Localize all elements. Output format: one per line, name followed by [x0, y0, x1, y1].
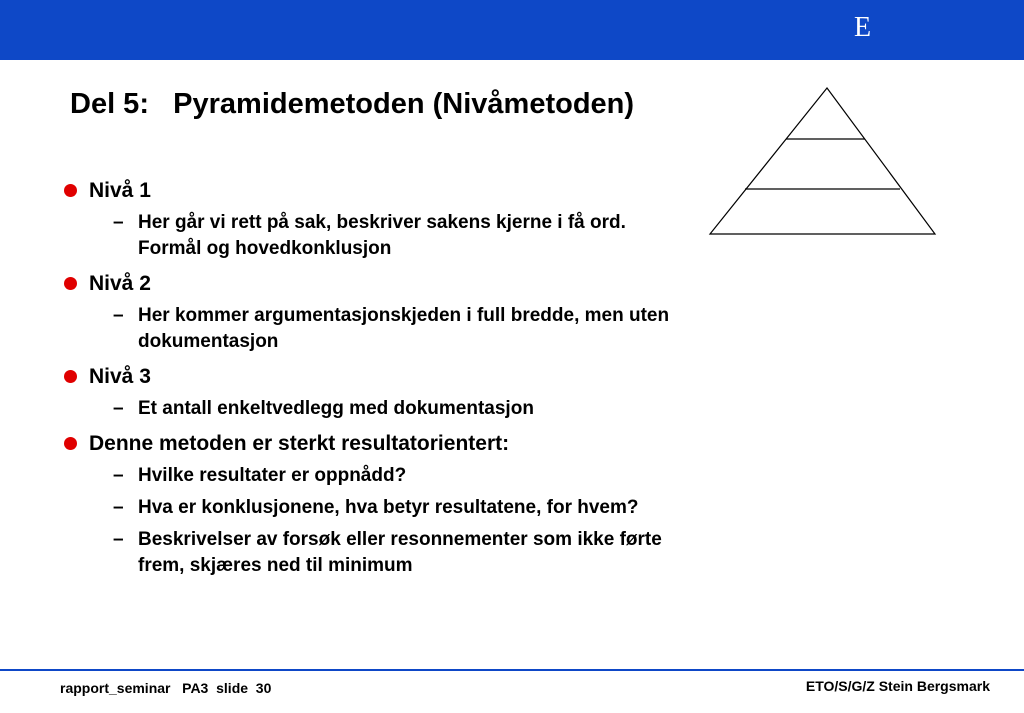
sub-bullet-text: Hva er konklusjonene, hva betyr resultatene, for hvem?	[138, 497, 639, 518]
header-bar	[0, 0, 1024, 60]
dash-icon: –	[113, 305, 124, 326]
dash-icon: –	[113, 465, 124, 486]
bullet-item	[60, 177, 700, 204]
bullet-item	[60, 430, 700, 457]
dash-icon: –	[113, 497, 124, 518]
sub-bullet-item	[60, 527, 678, 579]
sub-bullet-item	[60, 396, 678, 422]
sub-bullet-text: Her kommer argumentasjonskjeden i full bredde, men uten dokumentasjon	[138, 305, 670, 352]
bullet-text: Denne metoden er sterkt resultatorientert:	[89, 432, 510, 455]
bullet-item	[60, 363, 700, 390]
sub-bullet-text: Beskrivelser av forsøk eller resonnementer som ikke førte frem, skjæres ned til minimum	[138, 529, 662, 576]
sub-bullet-item	[60, 303, 678, 355]
sub-bullet-text: Et antall enkeltvedlegg med dokumentasjon	[138, 398, 534, 419]
footer-slide-info: rapport_seminar PA3 slide 30	[60, 680, 272, 696]
bullet-text: Nivå 1	[89, 179, 151, 202]
bullet-item	[60, 270, 700, 297]
footer-divider	[0, 669, 1024, 671]
footer-author: ETO/S/G/Z Stein Bergsmark	[805, 678, 990, 694]
bullet-dot-icon	[64, 184, 77, 197]
bullet-text: Nivå 3	[89, 365, 151, 388]
pyramid-diagram	[705, 83, 940, 238]
sub-bullet-item	[60, 463, 678, 489]
dash-icon: –	[113, 398, 124, 419]
sub-bullet-text: Her går vi rett på sak, beskriver sakens kjerne i få ord. Formål og hovedkonklusjon	[138, 212, 626, 259]
bullet-dot-icon	[64, 437, 77, 450]
sub-bullet-item	[60, 495, 678, 521]
logo-letter: E	[854, 12, 872, 43]
sub-bullet-item	[60, 210, 678, 262]
dash-icon: –	[113, 529, 124, 550]
bullet-text: Nivå 2	[89, 272, 151, 295]
slide-title: Del 5: Pyramidemetoden (Nivåmetoden)	[70, 88, 635, 120]
sub-bullet-text: Hvilke resultater er oppnådd?	[138, 465, 407, 486]
pyramid-outline	[710, 88, 935, 234]
dash-icon: –	[113, 212, 124, 233]
bullet-list	[60, 177, 700, 579]
bullet-dot-icon	[64, 370, 77, 383]
bullet-dot-icon	[64, 277, 77, 290]
